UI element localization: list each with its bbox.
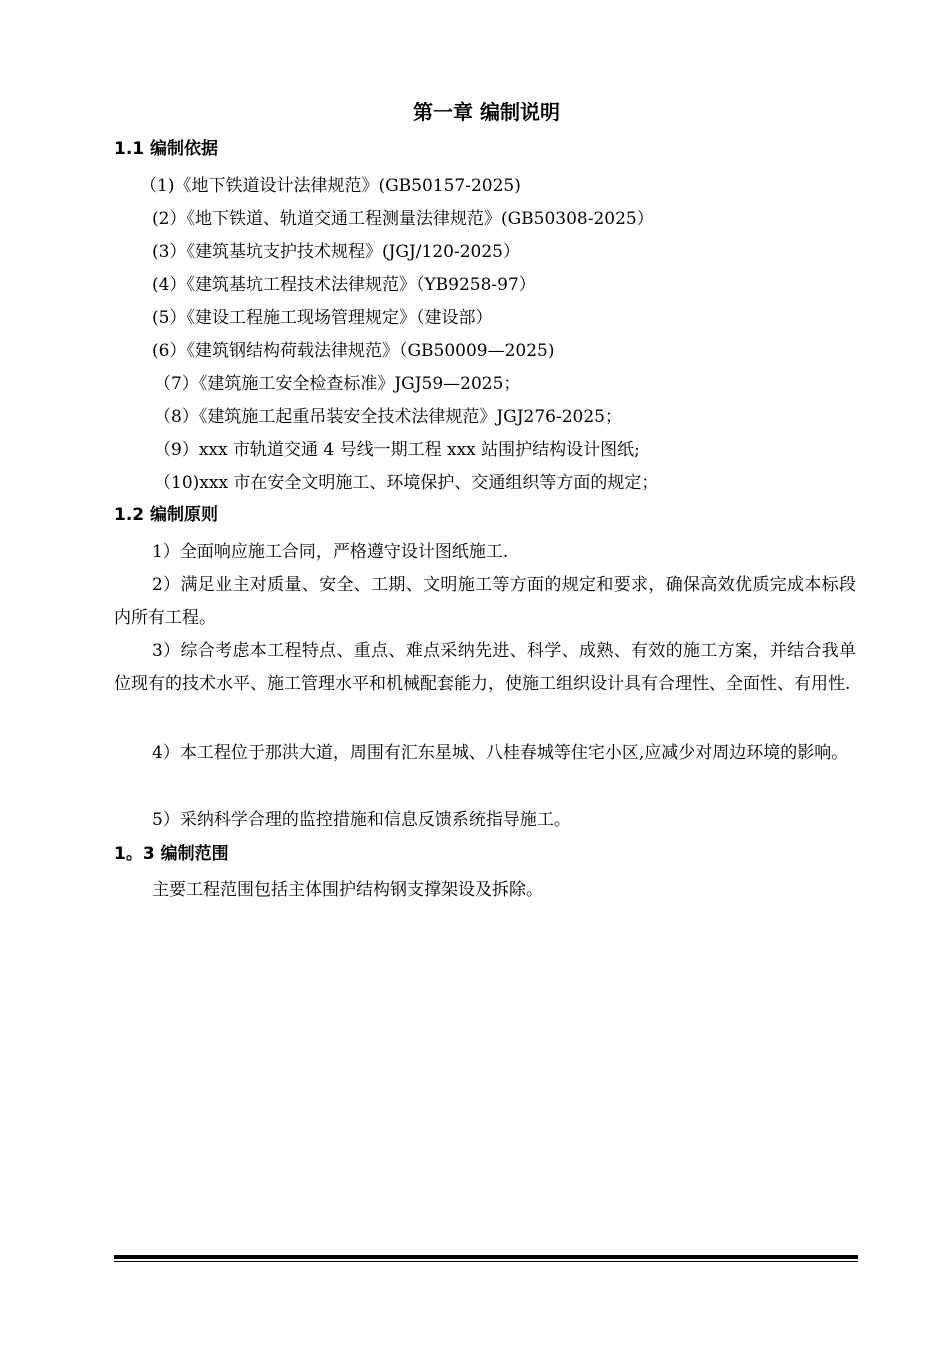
section-heading-basis: 1.1 编制依据 [114, 139, 219, 159]
principle-paragraph: 3）综合考虑本工程特点、重点、难点采纳先进、科学、成熟、有效的施工方案，并结合我单位现有的技术水平、施工管理水平和机械配套能力，使施工组织设计具有合理性、全面性、有用性. [114, 641, 856, 694]
scope-paragraph: 主要工程范围包括主体围护结构钢支撑架设及拆除。 [152, 880, 543, 900]
reference-item: （1)《地下铁道设计法律规范》(GB50157-2025) [140, 176, 521, 196]
reference-item: （7）《建筑施工安全检查标准》JGJ59—2025； [154, 374, 521, 394]
reference-item: （10)xxx 市在安全文明施工、环境保护、交通组织等方面的规定； [154, 473, 659, 493]
section-heading-scope: 1。3 编制范围 [114, 844, 229, 864]
reference-item: （8）《建筑施工起重吊装安全技术法律规范》JGJ276-2025； [154, 407, 622, 427]
principle-paragraph: 4）本工程位于那洪大道，周围有汇东星城、八桂春城等住宅小区,应减少对周边环境的影响。 [152, 743, 849, 763]
reference-item: (2）《地下铁道、轨道交通工程测量法律规范》(GB50308-2025） [152, 209, 654, 229]
reference-item: (6）《建筑钢结构荷载法律规范》（GB50009—2025) [152, 341, 555, 361]
principle-paragraph: 2）满足业主对质量、安全、工期、文明施工等方面的规定和要求，确保高效优质完成本标段内所有工程。 [114, 575, 856, 628]
principle-paragraph: 5）采纳科学合理的监控措施和信息反馈系统指导施工。 [152, 810, 571, 830]
footer-rule-thick [114, 1255, 858, 1259]
reference-item: (5）《建设工程施工现场管理规定》（建设部） [152, 308, 493, 328]
footer-rule-thin [114, 1261, 858, 1262]
reference-item: (4）《建筑基坑工程技术法律规范》（YB9258-97） [152, 275, 536, 295]
reference-item: (3）《建筑基坑支护技术规程》(JGJ/120-2025） [152, 242, 520, 262]
principle-paragraph: 1）全面响应施工合同，严格遵守设计图纸施工. [152, 542, 509, 562]
section-heading-principles: 1.2 编制原则 [114, 505, 219, 525]
reference-item: （9）xxx 市轨道交通 4 号线一期工程 xxx 站围护结构设计图纸; [154, 440, 640, 460]
chapter-title: 第一章 编制说明 [413, 100, 560, 124]
